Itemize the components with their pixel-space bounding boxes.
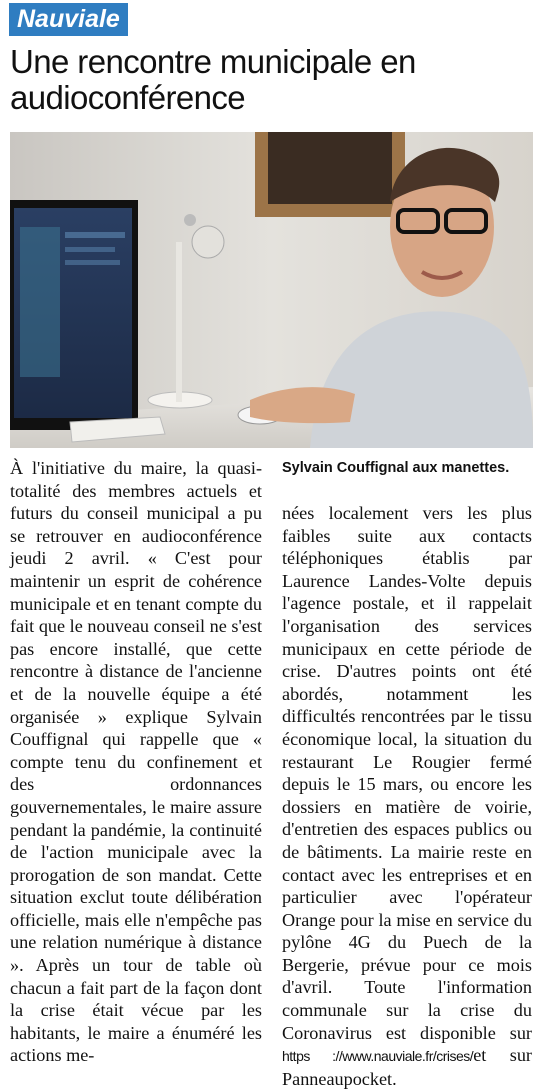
article-text: nées localement vers les plus faibles suite aux contacts téléphoniques établis par Laurence Landes-Volte depuis l'agence postale, et il rappelait l'organisation des services municipaux en cette période de crise. D'autres points ont été abordés, notamment les difficultés rencontrées par le tissu économique local, la situation du restaurant Le Rougier fermé depuis le 15 mars, ou encore les dossiers en matière de voirie, d'entretien des espaces publics ou de bâtiments. La mairie reste en contact avec les entreprises et en particulier avec l'opérateur Orange pour la mise en service du pylône 4G du Puech de la Bergerie, prévue pour ce mois d'avril. Toute l'information communale sur la crise du Coronavirus est disponible sur [282,503,532,1043]
article-paragraph: À l'initiative du maire, la quasi-totalité des membres actuels et futurs du conseil municipal a pu se retrouver en audioconférence jeudi 2 avril. « C'est pour maintenir un esprit de cohérence municipale et en tenant compte du fait que le nouveau conseil ne s'est pas encore installé, que cette rencontre à distance de l'ancienne et de la nouvelle équipe a été organisée » explique Sylvain Couffignal qui rappelle que « compte tenu du confinement et des ordonnances gouvernementales, le maire assure pendant la pandémie, la continuité de l'action municipale avec la prorogation de son mandat. Cette situation exclut toute délibération officielle, mais elle n'empêche pas une relation numérique à distance ». Après un tour de table où chacun a fait part de la façon dont la crise était vécue par les habitants, le maire a énuméré les actions me- [10,458,262,1066]
section-kicker: Nauviale [9,3,128,36]
article-text-end: et sur Panneaupocket. [282,1045,532,1089]
article-headline: Une rencontre municipale en audioconférence [10,43,416,116]
article-paragraph [282,502,532,1090]
article-column-2 [282,502,532,1090]
article-column-1 [10,457,262,1067]
photo-caption: Sylvain Couffignal aux manettes. [282,460,510,476]
website-link[interactable]: https ://www.nauviale.fr/crises/ [282,1048,474,1065]
article-photo [10,132,533,448]
monitor-image [10,200,138,430]
